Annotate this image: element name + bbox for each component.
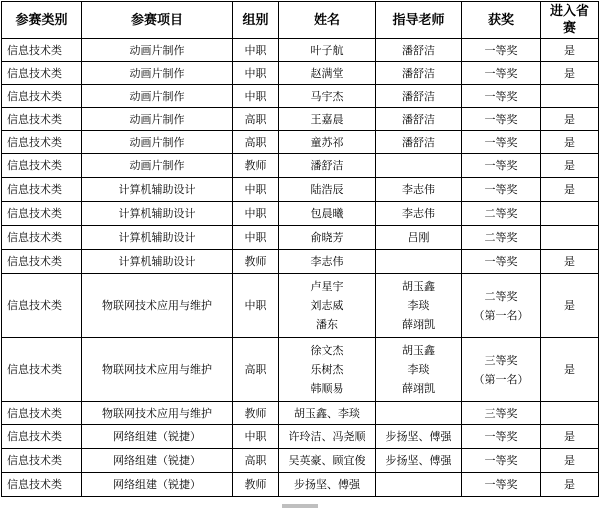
category-cell: 信息技术类 <box>2 178 82 202</box>
category-cell: 信息技术类 <box>2 131 82 154</box>
teacher-cell <box>376 449 462 473</box>
table-row <box>2 274 599 338</box>
name-cell-line: 吴英豪、顾宜俊 <box>288 454 366 467</box>
name-cell <box>279 62 376 85</box>
header-name: 姓名 <box>279 2 376 39</box>
category-cell: 信息技术类 <box>2 202 82 226</box>
award-cell-line: 一等奖 <box>484 43 518 57</box>
teacher-cell <box>376 425 462 449</box>
award-cell-line: 一等奖 <box>484 454 518 467</box>
award-cell-line: （第一名） <box>473 372 529 386</box>
category-cell: 信息技术类 <box>2 338 82 402</box>
table-row <box>2 402 599 425</box>
name-cell <box>279 338 376 402</box>
provincial-cell <box>541 402 599 425</box>
group-cell: 高职 <box>233 449 279 473</box>
teacher-cell <box>376 131 462 154</box>
group-cell: 中职 <box>233 274 279 338</box>
award-cell <box>462 85 541 108</box>
award-cell-line: 一等奖 <box>484 66 518 80</box>
group-cell: 中职 <box>233 39 279 62</box>
provincial-cell: 是 <box>541 108 599 131</box>
table-row <box>2 250 599 274</box>
project-cell: 动画片制作 <box>82 85 233 108</box>
category-cell: 信息技术类 <box>2 39 82 62</box>
name-cell-line: 童苏祁 <box>310 135 344 149</box>
name-cell-line: 马宇杰 <box>310 89 344 103</box>
name-cell-line: 俞晓芳 <box>310 231 344 244</box>
teacher-cell-line: 李志伟 <box>402 183 435 196</box>
category-cell: 信息技术类 <box>2 108 82 131</box>
name-cell-line: 潘舒洁 <box>310 159 344 172</box>
award-cell-line: 二等奖 <box>484 289 518 303</box>
teacher-cell <box>376 473 462 497</box>
project-cell: 物联网技术应用与维护 <box>82 338 233 402</box>
teacher-cell-line: 胡玉鑫 <box>402 280 435 293</box>
category-cell: 信息技术类 <box>2 62 82 85</box>
award-cell <box>462 402 541 425</box>
table-row <box>2 202 599 226</box>
provincial-cell: 是 <box>541 449 599 473</box>
award-cell <box>462 250 541 274</box>
provincial-cell <box>541 226 599 250</box>
teacher-cell-line: 李志伟 <box>402 207 435 220</box>
provincial-cell: 是 <box>541 473 599 497</box>
name-cell <box>279 202 376 226</box>
provincial-cell: 是 <box>541 425 599 449</box>
header-award: 获奖 <box>462 2 541 39</box>
category-cell: 信息技术类 <box>2 402 82 425</box>
name-cell-line: 陆浩辰 <box>310 183 344 196</box>
category-cell: 信息技术类 <box>2 449 82 473</box>
group-cell: 中职 <box>233 85 279 108</box>
teacher-cell <box>376 250 462 274</box>
table-row <box>2 226 599 250</box>
award-cell-line: 一等奖 <box>484 255 518 268</box>
award-cell <box>462 131 541 154</box>
provincial-cell: 是 <box>541 131 599 154</box>
category-cell: 信息技术类 <box>2 250 82 274</box>
award-cell-line: 一等奖 <box>484 112 518 126</box>
project-cell: 动画片制作 <box>82 39 233 62</box>
header-category: 参赛类别 <box>2 2 82 39</box>
group-cell: 教师 <box>233 154 279 178</box>
name-cell-line: 乐树杰 <box>310 363 344 376</box>
group-cell: 中职 <box>233 178 279 202</box>
group-cell: 中职 <box>233 202 279 226</box>
award-cell <box>462 62 541 85</box>
teacher-cell <box>376 39 462 62</box>
teacher-cell <box>376 178 462 202</box>
group-cell: 高职 <box>233 338 279 402</box>
project-cell: 计算机辅助设计 <box>82 202 233 226</box>
name-cell <box>279 108 376 131</box>
project-cell: 动画片制作 <box>82 108 233 131</box>
award-cell <box>462 39 541 62</box>
name-cell <box>279 274 376 338</box>
project-cell: 计算机辅助设计 <box>82 178 233 202</box>
teacher-cell-line: 潘舒洁 <box>402 66 435 80</box>
name-cell-line: 李志伟 <box>310 255 344 268</box>
provincial-cell: 是 <box>541 154 599 178</box>
name-cell-line: 胡玉鑫、李琰 <box>294 406 360 420</box>
award-cell <box>462 274 541 338</box>
project-cell: 动画片制作 <box>82 154 233 178</box>
teacher-cell-line: 步扬坚、傅强 <box>385 430 452 443</box>
table-row <box>2 39 599 62</box>
name-cell-line: 叶子航 <box>310 43 344 57</box>
teacher-cell <box>376 62 462 85</box>
award-cell-line: 二等奖 <box>484 231 518 244</box>
award-cell-line: 三等奖 <box>484 353 518 367</box>
category-cell: 信息技术类 <box>2 425 82 449</box>
name-cell-line: 步扬坚、傅强 <box>294 478 360 491</box>
project-cell: 动画片制作 <box>82 131 233 154</box>
teacher-cell <box>376 108 462 131</box>
name-cell-line: 潘东 <box>316 318 338 331</box>
name-cell-line: 刘志威 <box>310 299 344 312</box>
project-cell: 物联网技术应用与维护 <box>82 274 233 338</box>
award-cell <box>462 202 541 226</box>
name-cell-line: 徐文杰 <box>310 344 344 357</box>
header-group: 组别 <box>233 2 279 39</box>
name-cell <box>279 402 376 425</box>
teacher-cell-line: 潘舒洁 <box>402 43 435 57</box>
award-cell-line: （第一名） <box>473 308 529 322</box>
name-cell <box>279 226 376 250</box>
provincial-cell: 是 <box>541 274 599 338</box>
group-cell: 中职 <box>233 425 279 449</box>
table-row <box>2 338 599 402</box>
awards-table <box>1 1 599 497</box>
category-cell: 信息技术类 <box>2 473 82 497</box>
provincial-cell: 是 <box>541 39 599 62</box>
award-cell-line: 一等奖 <box>484 430 518 443</box>
header-provincial <box>541 2 599 39</box>
category-cell: 信息技术类 <box>2 85 82 108</box>
provincial-cell: 是 <box>541 178 599 202</box>
award-cell <box>462 226 541 250</box>
category-cell: 信息技术类 <box>2 154 82 178</box>
teacher-cell <box>376 226 462 250</box>
award-cell <box>462 178 541 202</box>
provincial-cell: 是 <box>541 62 599 85</box>
name-cell <box>279 473 376 497</box>
teacher-cell <box>376 85 462 108</box>
provincial-cell <box>541 85 599 108</box>
teacher-cell-line: 胡玉鑫 <box>402 344 435 357</box>
name-cell-line: 卢星宇 <box>310 280 344 293</box>
provincial-cell: 是 <box>541 338 599 402</box>
header-teacher: 指导老师 <box>376 2 462 39</box>
table-row <box>2 178 599 202</box>
table-row <box>2 154 599 178</box>
name-cell <box>279 178 376 202</box>
project-cell: 计算机辅助设计 <box>82 226 233 250</box>
award-cell-line: 一等奖 <box>484 159 518 172</box>
provincial-cell: 是 <box>541 250 599 274</box>
group-cell: 教师 <box>233 250 279 274</box>
table-row <box>2 449 599 473</box>
teacher-cell <box>376 338 462 402</box>
header-provincial-line1: 进入省 <box>549 4 589 19</box>
award-cell-line: 二等奖 <box>484 207 518 220</box>
category-cell: 信息技术类 <box>2 274 82 338</box>
name-cell <box>279 154 376 178</box>
name-cell-line: 许玲洁、冯尧顺 <box>288 430 366 443</box>
name-cell-line: 包晨曦 <box>310 207 344 220</box>
project-cell: 网络组建（锐捷） <box>82 473 233 497</box>
teacher-cell <box>376 274 462 338</box>
table-row <box>2 85 599 108</box>
group-cell: 高职 <box>233 108 279 131</box>
name-cell <box>279 39 376 62</box>
award-cell <box>462 473 541 497</box>
name-cell <box>279 131 376 154</box>
name-cell-line: 赵满堂 <box>310 66 344 80</box>
teacher-cell-line: 潘舒洁 <box>402 89 435 103</box>
name-cell-line: 韩顺易 <box>310 382 344 395</box>
table-row <box>2 62 599 85</box>
award-cell <box>462 154 541 178</box>
header-provincial-line2: 赛 <box>562 21 576 36</box>
teacher-cell-line: 李琰 <box>407 363 430 376</box>
group-cell: 教师 <box>233 473 279 497</box>
teacher-cell-line: 步扬坚、傅强 <box>385 454 452 467</box>
table-row <box>2 131 599 154</box>
name-cell <box>279 85 376 108</box>
teacher-cell-line: 潘舒洁 <box>402 135 435 149</box>
category-cell: 信息技术类 <box>2 226 82 250</box>
project-cell: 物联网技术应用与维护 <box>82 402 233 425</box>
project-cell: 动画片制作 <box>82 62 233 85</box>
award-cell <box>462 338 541 402</box>
award-cell-line: 三等奖 <box>484 406 518 420</box>
teacher-cell-line: 薛翊凯 <box>402 382 435 395</box>
group-cell: 教师 <box>233 402 279 425</box>
award-cell <box>462 425 541 449</box>
name-cell <box>279 449 376 473</box>
award-cell-line: 一等奖 <box>484 89 518 103</box>
teacher-cell <box>376 402 462 425</box>
table-row <box>2 473 599 497</box>
award-cell <box>462 108 541 131</box>
footer-scroll-mark <box>282 504 318 508</box>
teacher-cell-line: 潘舒洁 <box>402 112 435 126</box>
name-cell <box>279 250 376 274</box>
project-cell: 网络组建（锐捷） <box>82 425 233 449</box>
award-cell <box>462 449 541 473</box>
table-row <box>2 425 599 449</box>
teacher-cell-line: 薛翊凯 <box>402 318 435 331</box>
teacher-cell <box>376 154 462 178</box>
name-cell-line: 王嘉晨 <box>310 112 344 126</box>
teacher-cell <box>376 202 462 226</box>
provincial-cell <box>541 202 599 226</box>
group-cell: 中职 <box>233 62 279 85</box>
project-cell: 计算机辅助设计 <box>82 250 233 274</box>
group-cell: 高职 <box>233 131 279 154</box>
award-cell-line: 一等奖 <box>484 183 518 196</box>
group-cell: 中职 <box>233 226 279 250</box>
project-cell: 网络组建（锐捷） <box>82 449 233 473</box>
award-cell-line: 一等奖 <box>484 135 518 149</box>
award-cell-line: 一等奖 <box>484 478 518 491</box>
teacher-cell-line: 李琰 <box>407 299 430 312</box>
name-cell <box>279 425 376 449</box>
table-row <box>2 108 599 131</box>
header-row <box>2 2 599 39</box>
header-project: 参赛项目 <box>82 2 233 39</box>
teacher-cell-line: 吕刚 <box>407 231 430 244</box>
